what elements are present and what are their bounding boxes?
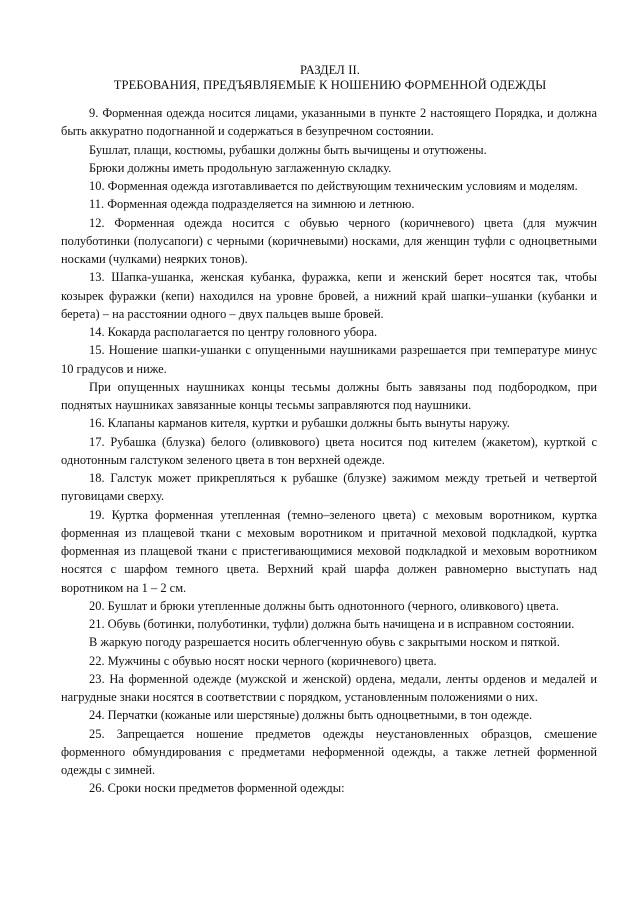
paragraph: 11. Форменная одежда подразделяется на зимнюю и летнюю. xyxy=(89,197,415,212)
paragraph: 12. Форменная одежда носится с обувью черного (коричневого) цвета (для мужчин полуботинки (полусапоги) с черными (коричневыми) носками, для женщин туфли с одноцветными носками (чулками) неярких тонов). xyxy=(61,215,597,266)
paragraph: 24. Перчатки (кожаные или шерстяные) должны быть одноцветными, в тон одежде. xyxy=(89,708,533,723)
paragraph: 26. Сроки носки предметов форменной одежды: xyxy=(89,781,345,796)
paragraph: 14. Кокарда располагается по центру головного убора. xyxy=(89,325,378,339)
paragraph: Брюки должны иметь продольную заглаженную складку. xyxy=(89,160,392,175)
paragraph: Бушлат, плащи, костюмы, рубашки должны быть вычищены и отутюжены. xyxy=(89,142,487,157)
paragraph: 19. Куртка форменная утепленная (темно–зеленого цвета) с меховым воротником, куртка форменная из плащевой ткани с меховым воротником и притачной меховой подкладкой, куртка форменная из плащевой ткани с пристегивающимися меховой подкладкой и меховым воротником носятся с шарфом темного цвета. Верхний край шарфа должен равномерно выступать над воротником на 1 – 2 см. xyxy=(61,507,597,595)
paragraph: 23. На форменной одежде (мужской и женской) ордена, медали, ленты орденов и медалей и нагрудные знаки носятся в соответствии с порядком, установленным положениями о них. xyxy=(61,671,597,704)
paragraph: 25. Запрещается ношение предметов одежды неустановленных образцов, смешение форменного обмундирования с предметами неформенной одежды, а также летней форменной одежды с зимней. xyxy=(61,726,597,777)
paragraph: 17. Рубашка (блузка) белого (оливкового) цвета носится под кителем (жакетом), курткой с однотонным галстуком зеленого цвета в тон верхней одежде. xyxy=(61,434,597,467)
section-heading: РАЗДЕЛ II. xyxy=(299,63,361,77)
paragraph: 9. Форменная одежда носится лицами, указанными в пункте 2 настоящего Порядка, и должна быть аккуратно подогнанной и содержаться в безупречном состоянии. xyxy=(61,106,597,139)
document-body xyxy=(61,104,597,798)
paragraph: 22. Мужчины с обувью носят носки черного (коричневого) цвета. xyxy=(89,653,437,668)
section-title: ТРЕБОВАНИЯ, ПРЕДЪЯВЛЯЕМЫЕ К НОШЕНИЮ ФОРМЕННОЙ ОДЕЖДЫ xyxy=(113,78,547,92)
paragraph: 20. Бушлат и брюки утепленные должны быть однотонного (черного, оливкового) цвета. xyxy=(89,598,559,613)
paragraph: 21. Обувь (ботинки, полуботинки, туфли) должна быть начищена и в исправном состоянии. xyxy=(89,617,575,631)
paragraph: 16. Клапаны карманов кителя, куртки и рубашки должны быть вынуты наружу. xyxy=(89,416,510,431)
paragraph: 13. Шапка-ушанка, женская кубанка, фуражка, кепи и женский берет носятся так, чтобы козырек фуражки (кепи) находился на уровне бровей, а нижний край шапки–ушанки (кубанки и берета) – на расстоянии одного – двух пальцев выше бровей. xyxy=(61,270,597,321)
paragraph: 18. Галстук может прикрепляться к рубашке (блузке) зажимом между третьей и четвертой пуговицами сверху. xyxy=(61,471,597,504)
paragraph: В жаркую погоду разрешается носить облегченную обувь с закрытыми носком и пяткой. xyxy=(89,635,560,650)
paragraph: При опущенных наушниках концы тесьмы должны быть завязаны под подбородком, при поднятых наушниках завязанные концы тесьмы заправляются под наушники. xyxy=(61,379,597,412)
paragraph: 15. Ношение шапки-ушанки с опущенными наушниками разрешается при температуре минус 10 градусов и ниже. xyxy=(61,343,597,376)
paragraph: 10. Форменная одежда изготавливается по действующим техническим условиям и моделям. xyxy=(89,179,578,193)
